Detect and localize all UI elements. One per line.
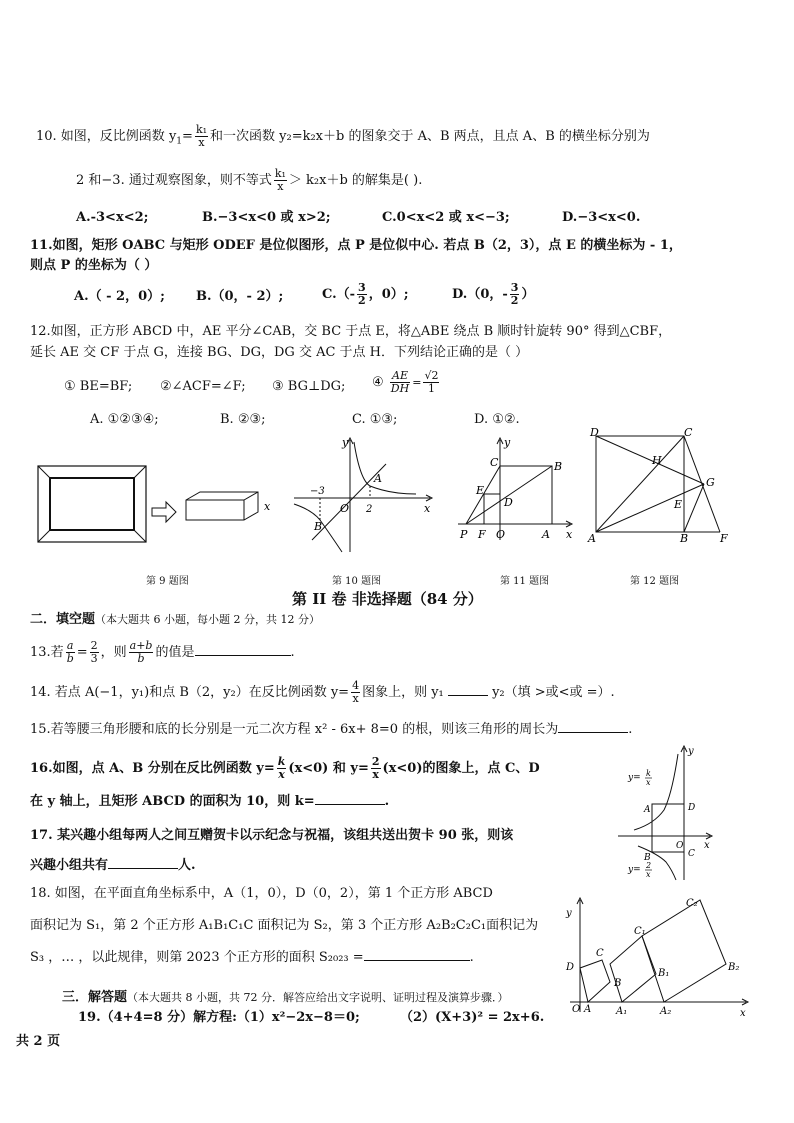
q18-line3-a: S₃ ，… ，以此规律，则第 2023 个正方形的面积 S₂₀₂₃ =: [30, 950, 364, 965]
fig11-point-p: P: [460, 528, 468, 541]
fig16-eq1-n: k: [646, 769, 651, 778]
q11-d-num: 3: [510, 281, 519, 294]
fig9-box-edges: [186, 492, 258, 520]
caption-fig11: 第 11 题图: [500, 576, 550, 587]
fig18-y-label: y: [566, 908, 572, 919]
q13-eq: =: [76, 645, 88, 660]
fig12-point-f: F: [720, 532, 728, 545]
q10-text-a: 10. 如图，反比例函数 y: [36, 129, 177, 144]
fig12-point-b: B: [680, 532, 689, 545]
q14-d: x: [352, 692, 359, 705]
fig9-corner-line: [38, 530, 50, 542]
fig9-x-label: x: [264, 500, 271, 513]
q17-line2-b: 人.: [178, 858, 196, 873]
q15-answer-blank[interactable]: [558, 720, 628, 733]
q11-option-c: [322, 282, 409, 307]
fig18-point-a2: A₂: [660, 1006, 672, 1017]
q16-d2: x: [372, 768, 379, 781]
fig9-inner-rect: [50, 478, 134, 530]
q16-b: (x<0) 和 y=: [288, 761, 369, 776]
q10-line1: 10. 如图，反比例函数 $y_1=$ $\frac{\text{k₁}}{x}$ 和一次函数 y₂=k₂x＋b 的图象交于 A、B 两点，且点 A、B 的横坐标分别为: [36, 123, 650, 149]
q16-n2: 2: [371, 755, 380, 768]
caption-fig10: 第 10 题图: [332, 576, 382, 587]
q12-c4-rnum: √2: [424, 369, 439, 382]
fig18-point-b2: B₂: [728, 962, 740, 973]
fig18-point-d: D: [566, 962, 575, 973]
fig18-square-1: [580, 960, 610, 1002]
q11-c-num: 3: [358, 281, 366, 294]
fig16-point-c: C: [688, 849, 695, 859]
q13-n3: a+b: [129, 639, 153, 652]
fig11-x-label: x: [566, 528, 573, 541]
q11-line2: 则点 P 的坐标为（ ）: [30, 258, 158, 273]
q12-c4-rfrac: [423, 370, 439, 395]
q11-c-b: ，0）;: [368, 287, 409, 302]
fig10-curve-q1: [354, 442, 416, 494]
fig11-rect-odef: [484, 494, 500, 524]
q10-option-a: A.-3<x<2;: [76, 210, 149, 225]
fig10-origin: O: [340, 502, 350, 515]
fig12-point-c: C: [684, 426, 693, 439]
fig16-eq2-d: x: [646, 870, 651, 879]
fig10-x-label: x: [424, 502, 431, 515]
fig11-origin: O: [496, 528, 506, 541]
q10-frac-den: x: [198, 136, 205, 149]
q10-ineq-num: k₁: [274, 167, 286, 180]
section-2-title: 二．填空题: [30, 612, 96, 627]
q14-c: y₂（填 >或<或 =）.: [492, 685, 615, 700]
q14: [30, 680, 615, 705]
fig18-point-c2: C₂: [686, 898, 698, 909]
section-2-header: [30, 610, 320, 630]
q11-c-a: C.（-: [322, 287, 356, 302]
q14-b: 图象上，则 y₁: [362, 685, 444, 700]
q15-a: 15.若等腰三角形腰和底的长分别是一元二次方程 x² - 6x+ 8=0 的根，则该三角形的周长为: [30, 722, 559, 737]
q10-text-b: =: [182, 129, 193, 144]
fig16-eq2-a: y=: [628, 865, 641, 875]
q11-line1: 11.如图，矩形 OABC 与矩形 ODEF 是位似图形，点 P 是位似中心. 若点 B（2，3），点 E 的横坐标为 - 1，: [30, 238, 682, 253]
q11-option-a: A.（ - 2，0）;: [74, 289, 165, 304]
q13-c: 的值是: [155, 645, 195, 660]
q11-c-frac: [357, 282, 367, 307]
fig16-point-a: A: [644, 805, 651, 815]
q12-option-c: C. ①③;: [352, 412, 398, 427]
fig12-point-g: G: [706, 476, 715, 489]
fig16-eq1-a: y=: [628, 773, 641, 783]
fig10-point-a: A: [374, 472, 382, 485]
q11-d-a: D.（0，-: [452, 287, 508, 302]
fig18-square-3: [642, 900, 726, 1002]
q12-option-b: B. ②③;: [220, 412, 266, 427]
fig12-line-ag: [596, 484, 704, 532]
q11-d-frac: [510, 282, 520, 307]
q17-answer-blank[interactable]: [108, 856, 178, 869]
q12-c4-rden: 1: [427, 382, 435, 395]
q13: [30, 640, 295, 665]
q10-option-d: D.−3<x<0.: [562, 210, 641, 225]
fig16-curve-lower: [638, 846, 676, 880]
q10-fraction: [195, 124, 208, 149]
caption-fig12: 第 12 题图: [630, 576, 680, 587]
fig9-corner-line: [134, 530, 146, 542]
fig10-tick-m3: −3: [310, 486, 325, 497]
q10-text-c: 和一次函数 y₂=k₂x＋b 的图象交于 A、B 两点，且点 A、B 的横坐标分别为: [210, 129, 650, 144]
q13-b: ，则: [100, 645, 127, 660]
q10-line2: [76, 168, 422, 193]
fig11-point-b: B: [554, 460, 563, 473]
fig12-diag-ac: [596, 436, 684, 532]
figure-18: [560, 894, 754, 1018]
q12-c4-a: ④: [372, 375, 384, 390]
q16-line2-text: 在 y 轴上，且矩形 ABCD 的面积为 10，则 k=: [30, 794, 315, 809]
q14-frac: [351, 680, 360, 705]
q13-end: .: [290, 645, 295, 660]
q18-line3: [30, 948, 474, 968]
fig16-point-d: D: [688, 803, 696, 813]
q11-option-b: B.（0，- 2）;: [196, 289, 284, 304]
q16-n1: k: [277, 755, 286, 768]
fig18-point-b: B: [614, 978, 622, 989]
fig16-origin: O: [676, 841, 684, 851]
q12-conclusion-2: ②∠ACF=∠F;: [160, 379, 246, 394]
q16-frac1: [277, 756, 287, 781]
q11-d-b: ）: [521, 287, 535, 302]
figure-11: [456, 436, 580, 556]
fig10-y-label: y: [342, 436, 349, 449]
fig12-line-dg: [596, 436, 704, 484]
q12-option-a: A. ①②③④;: [90, 412, 159, 427]
q12-conclusion-3: ③ BG⊥DG;: [272, 379, 346, 394]
fig18-point-c: C: [596, 948, 604, 959]
q16-frac2: [371, 756, 381, 781]
q13-frac3: [129, 640, 154, 665]
fig11-point-e: E: [476, 484, 485, 497]
fig11-y-label: y: [504, 436, 511, 449]
q12-line1: 12.如图，正方形 ABCD 中，AE 平分∠CAB，交 BC 于点 E，将△ABE 绕点 B 顺时针旋转 90° 得到△CBF，: [30, 324, 672, 339]
q13-frac1: [66, 640, 75, 665]
q13-answer-blank[interactable]: [195, 643, 291, 656]
q12-conclusion-1: ① BE=BF;: [64, 379, 133, 394]
fig11-point-f: F: [478, 528, 486, 541]
q12-option-d: D. ①②.: [474, 412, 520, 427]
q15-end: .: [628, 722, 633, 737]
q13-d3: b: [137, 652, 145, 665]
fig16-y-label: y: [688, 746, 694, 757]
fig11-point-d: D: [504, 496, 513, 509]
q13-frac2: [90, 640, 99, 665]
part-ii-title: 第 II 卷 非选择题（84 分）: [292, 590, 483, 608]
q12-c4-eq: =: [412, 376, 422, 389]
q12-c4-frac: [390, 370, 410, 395]
fig9-box: [186, 492, 258, 520]
fig10-tick-2: 2: [366, 504, 373, 515]
q18-line2: 面积记为 S₁，第 2 个正方形 A₁B₁C₁C 面积记为 S₂，第 3 个正方形 A₂B₂C₂C₁面积记为: [30, 918, 539, 933]
fig9-corner-line: [38, 466, 50, 478]
q14-n: 4: [352, 679, 360, 692]
q16-line2: [30, 792, 389, 812]
q14-answer-blank[interactable]: [448, 683, 488, 696]
q13-a: 13.若: [30, 645, 64, 660]
fig18-x-label: x: [740, 1008, 746, 1019]
q13-n2: 2: [90, 639, 98, 652]
q10-ineq-den: x: [277, 180, 284, 193]
q18-end: .: [469, 950, 474, 965]
section-3-note: （本大题共 8 小题，共 72 分．解答应给出文字说明、证明过程及演算步骤．）: [127, 991, 509, 1004]
q10-frac-num: k₁: [195, 123, 208, 136]
figure-12: [586, 426, 736, 556]
fig11-rect-oabc: [500, 466, 552, 524]
q18-answer-blank[interactable]: [364, 948, 470, 961]
q10-ineq-fraction: [274, 168, 287, 193]
q13-d2: 3: [90, 652, 98, 665]
fig18-point-a: A: [584, 1004, 592, 1015]
q19-part-1: 19.（4+4=8 分）解方程:（1）x²−2x−8＝0;: [78, 1010, 360, 1025]
q13-d1: b: [66, 652, 74, 665]
fig9-arrow-icon: [152, 502, 176, 522]
page-footer: 共 2 页: [16, 1034, 61, 1049]
q17-line2-a: 兴趣小组共有: [30, 858, 109, 873]
q12-conclusion-4: [372, 370, 441, 395]
fig16-eq2-n: 2: [646, 861, 652, 870]
q14-a: 14. 若点 A(−1，y₁)和点 B（2，y₂）在反比例函数 y=: [30, 685, 350, 700]
fig18-point-c1: C₁: [634, 926, 646, 937]
q17-line1: 17. 某兴趣小组每两人之间互赠贺卡以示纪念与祝福，该组共送出贺卡 90 张，则该: [30, 828, 514, 843]
q16-d1: x: [278, 768, 285, 781]
fig11-point-a: A: [542, 528, 550, 541]
fig12-point-d: D: [590, 426, 599, 439]
q17-line2: [30, 856, 196, 876]
fig12-point-a: A: [588, 532, 596, 545]
q18-line1: 18. 如图，在平面直角坐标系中，A（1，0），D（0，2），第 1 个正方形 ABCD: [30, 886, 493, 901]
q11-d-den: 2: [510, 294, 519, 307]
q10-text-e: ＞ k₂x＋b 的解集是( ).: [288, 173, 423, 188]
fig12-point-e: E: [674, 498, 683, 511]
fig12-point-h: H: [652, 454, 662, 467]
fig9-corner-line: [134, 466, 146, 478]
q13-n1: a: [66, 639, 74, 652]
q12-c4-den: DH: [390, 382, 410, 395]
fig10-point-b: B: [314, 520, 323, 533]
figure-10: [290, 436, 436, 556]
q11-c-den: 2: [358, 294, 366, 307]
q19-part-2: （2）(X+3)² = 2x+6.: [400, 1010, 545, 1025]
section-3-header: [62, 988, 509, 1008]
q11-option-d: [452, 282, 534, 307]
q12-line2: 延长 AE 交 CF 于点 G，连接 BG、DG，DG 交 AC 于点 H．下列结论正确的是（ ）: [30, 345, 529, 360]
figure-9: [36, 464, 276, 554]
q10-option-c: C.0<x<2 或 x<−3;: [382, 210, 510, 225]
fig18-point-b1: B₁: [658, 968, 670, 979]
q10-option-b: B.−3<x<0 或 x>2;: [202, 210, 331, 225]
fig16-point-b: B: [644, 853, 651, 863]
fig11-point-c: C: [490, 456, 499, 469]
fig18-origin: O: [572, 1004, 581, 1015]
q16-answer-blank[interactable]: [315, 792, 385, 805]
q10-text-d: 2 和−3. 通过观察图象，则不等式: [76, 173, 272, 188]
fig16-x-label: x: [704, 840, 710, 851]
caption-fig9: 第 9 题图: [146, 576, 189, 587]
q16-c: (x<0)的图象上，点 C、D: [382, 761, 540, 776]
fig18-square-2: [610, 936, 656, 1002]
q16-end: .: [384, 794, 390, 809]
fig18-point-a1: A₁: [616, 1006, 628, 1017]
fig16-eq1-d: x: [646, 778, 651, 787]
figure-16: [614, 744, 714, 884]
section-3-title: 三．解答题: [62, 990, 128, 1005]
q16-a: 16.如图，点 A、B 分别在反比例函数 y=: [30, 761, 275, 776]
q12-c4-num: AE: [390, 370, 410, 383]
fig16-curve-upper: [634, 754, 678, 830]
q16-line1: [30, 756, 540, 781]
q15: [30, 720, 632, 740]
section-2-note: （本大题共 6 小题，每小题 2 分，共 12 分）: [95, 613, 320, 626]
